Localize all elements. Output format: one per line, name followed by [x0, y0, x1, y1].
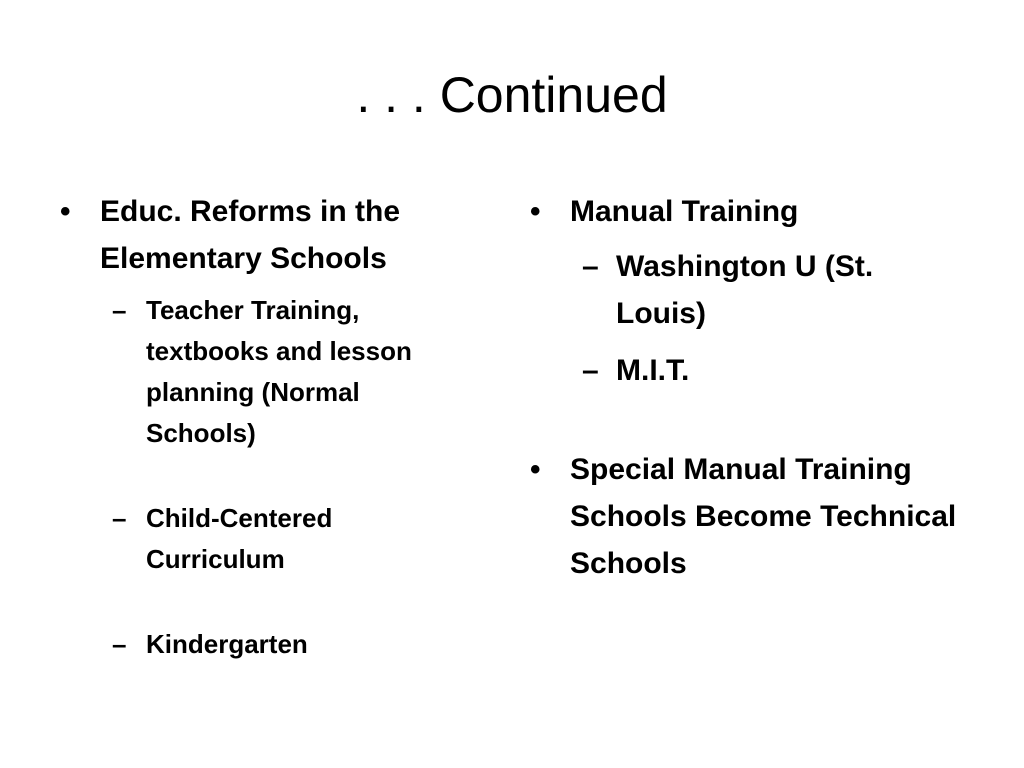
sub-item-teacher-training	[60, 290, 466, 454]
slide-title: . . . Continued	[356, 67, 668, 123]
bullet-dot-icon: •	[530, 453, 541, 486]
bullet-text: Special Manual Training Schools Become Technical Schools	[570, 453, 957, 580]
bullet-manual-training	[530, 188, 980, 235]
sub-item-washington-u	[530, 243, 916, 337]
sub-item-child-centered	[60, 498, 460, 580]
sub-item-text: Child-Centered Curriculum	[146, 503, 333, 574]
dash-icon: –	[582, 250, 599, 283]
bullet-dot-icon: •	[60, 195, 71, 228]
sub-item-text: Washington U (St. Louis)	[616, 250, 874, 330]
sub-item-text: Kindergarten	[146, 629, 308, 659]
dash-icon: –	[582, 354, 599, 387]
sub-item-kindergarten	[60, 624, 460, 665]
left-column	[60, 188, 460, 665]
dash-icon: –	[112, 503, 127, 533]
bullet-text: Educ. Reforms in the Elementary Schools	[100, 195, 401, 275]
bullet-text: Manual Training	[570, 195, 799, 228]
bullet-special-manual-training	[530, 446, 990, 587]
sub-item-mit	[530, 347, 980, 394]
bullet-dot-icon: •	[530, 195, 541, 228]
dash-icon: –	[112, 629, 127, 659]
dash-icon: –	[112, 295, 127, 325]
right-column	[530, 188, 980, 587]
sub-item-text: Teacher Training, textbooks and lesson planning (Normal Schools)	[146, 295, 412, 448]
bullet-educ-reforms	[60, 188, 460, 282]
sub-item-text: M.I.T.	[616, 354, 690, 387]
